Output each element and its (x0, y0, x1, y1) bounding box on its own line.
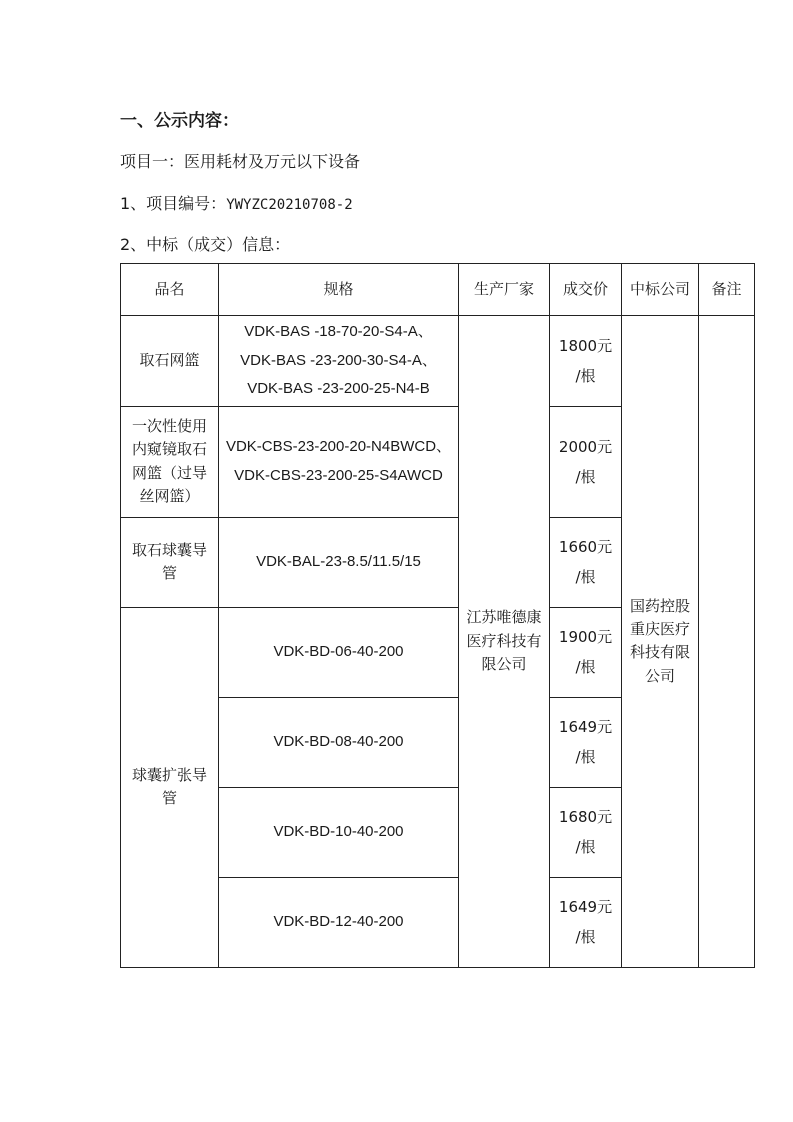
price-value: 1680元 (558, 808, 613, 826)
price-unit: /根 (575, 748, 596, 766)
remark (699, 316, 755, 968)
spec-cell (219, 787, 459, 877)
spec-cell (219, 607, 459, 697)
price-cell (550, 517, 622, 607)
price-unit: /根 (575, 568, 596, 586)
spec-line: VDK-BD-12-40-200 (273, 912, 404, 930)
price-cell (550, 406, 622, 517)
winning-company: 国药控股重庆医疗科技有限公司 (622, 316, 699, 968)
spec-line: VDK-BD-08-40-200 (273, 732, 404, 750)
spec-line: VDK-BAS -23-200-25-N4-B (247, 380, 430, 397)
product-name: 取石网篮 (121, 316, 219, 407)
project-number-label: 1、项目编号： (120, 194, 227, 213)
spec-cell (219, 877, 459, 967)
spec-line: VDK-CBS-23-200-25-S4AWCD (234, 466, 443, 484)
spec-line: VDK-CBS-23-200-20-N4BWCD、 (225, 438, 452, 455)
price-cell (550, 877, 622, 967)
header-spec: 规格 (219, 264, 459, 316)
manufacturer: 江苏唯德康医疗科技有限公司 (459, 316, 550, 968)
spec-line: VDK-BAS -18-70-20-S4-A、 (244, 323, 433, 340)
spec-line: VDK-BD-10-40-200 (273, 822, 404, 840)
award-table (120, 263, 755, 968)
spec-line: VDK-BAL-23-8.5/11.5/15 (256, 552, 421, 570)
header-name: 品名 (121, 264, 219, 316)
table-header-row (121, 264, 755, 316)
section-title: 一、公示内容： (120, 111, 239, 131)
price-unit: /根 (575, 838, 596, 856)
spec-cell (219, 517, 459, 607)
table-row (121, 316, 755, 407)
price-cell (550, 607, 622, 697)
project-line: 项目一：医用耗材及万元以下设备 (120, 152, 361, 171)
price-cell (550, 316, 622, 407)
spec-cell (219, 697, 459, 787)
price-value: 1800元 (558, 336, 613, 355)
spec-cell (219, 406, 459, 517)
product-name: 一次性使用内窥镜取石网篮（过导丝网篮） (121, 406, 219, 517)
price-unit: /根 (575, 928, 596, 946)
price-unit: /根 (575, 366, 596, 385)
spec-cell (219, 316, 459, 407)
spec-line: VDK-BAS -23-200-30-S4-A、 (240, 351, 437, 369)
project-number-value: YWYZC20210708-2 (226, 197, 353, 213)
price-unit: /根 (575, 467, 596, 486)
price-cell (550, 787, 622, 877)
header-remark: 备注 (699, 264, 755, 316)
price-cell (550, 697, 622, 787)
product-name: 取石球囊导管 (121, 517, 219, 607)
price-value: 1900元 (558, 628, 613, 646)
header-price: 成交价 (550, 264, 622, 316)
header-maker: 生产厂家 (459, 264, 550, 316)
project-number-line (120, 191, 353, 214)
spec-line: VDK-BD-06-40-200 (273, 642, 404, 660)
header-winner: 中标公司 (622, 264, 699, 316)
award-info-label: 2、中标（成交）信息： (120, 235, 291, 254)
price-value: 1660元 (558, 538, 613, 556)
price-value: 1649元 (558, 898, 613, 916)
product-name: 球囊扩张导管 (121, 607, 219, 967)
price-unit: /根 (575, 658, 596, 676)
price-value: 1649元 (558, 718, 613, 736)
price-value: 2000元 (558, 437, 613, 456)
